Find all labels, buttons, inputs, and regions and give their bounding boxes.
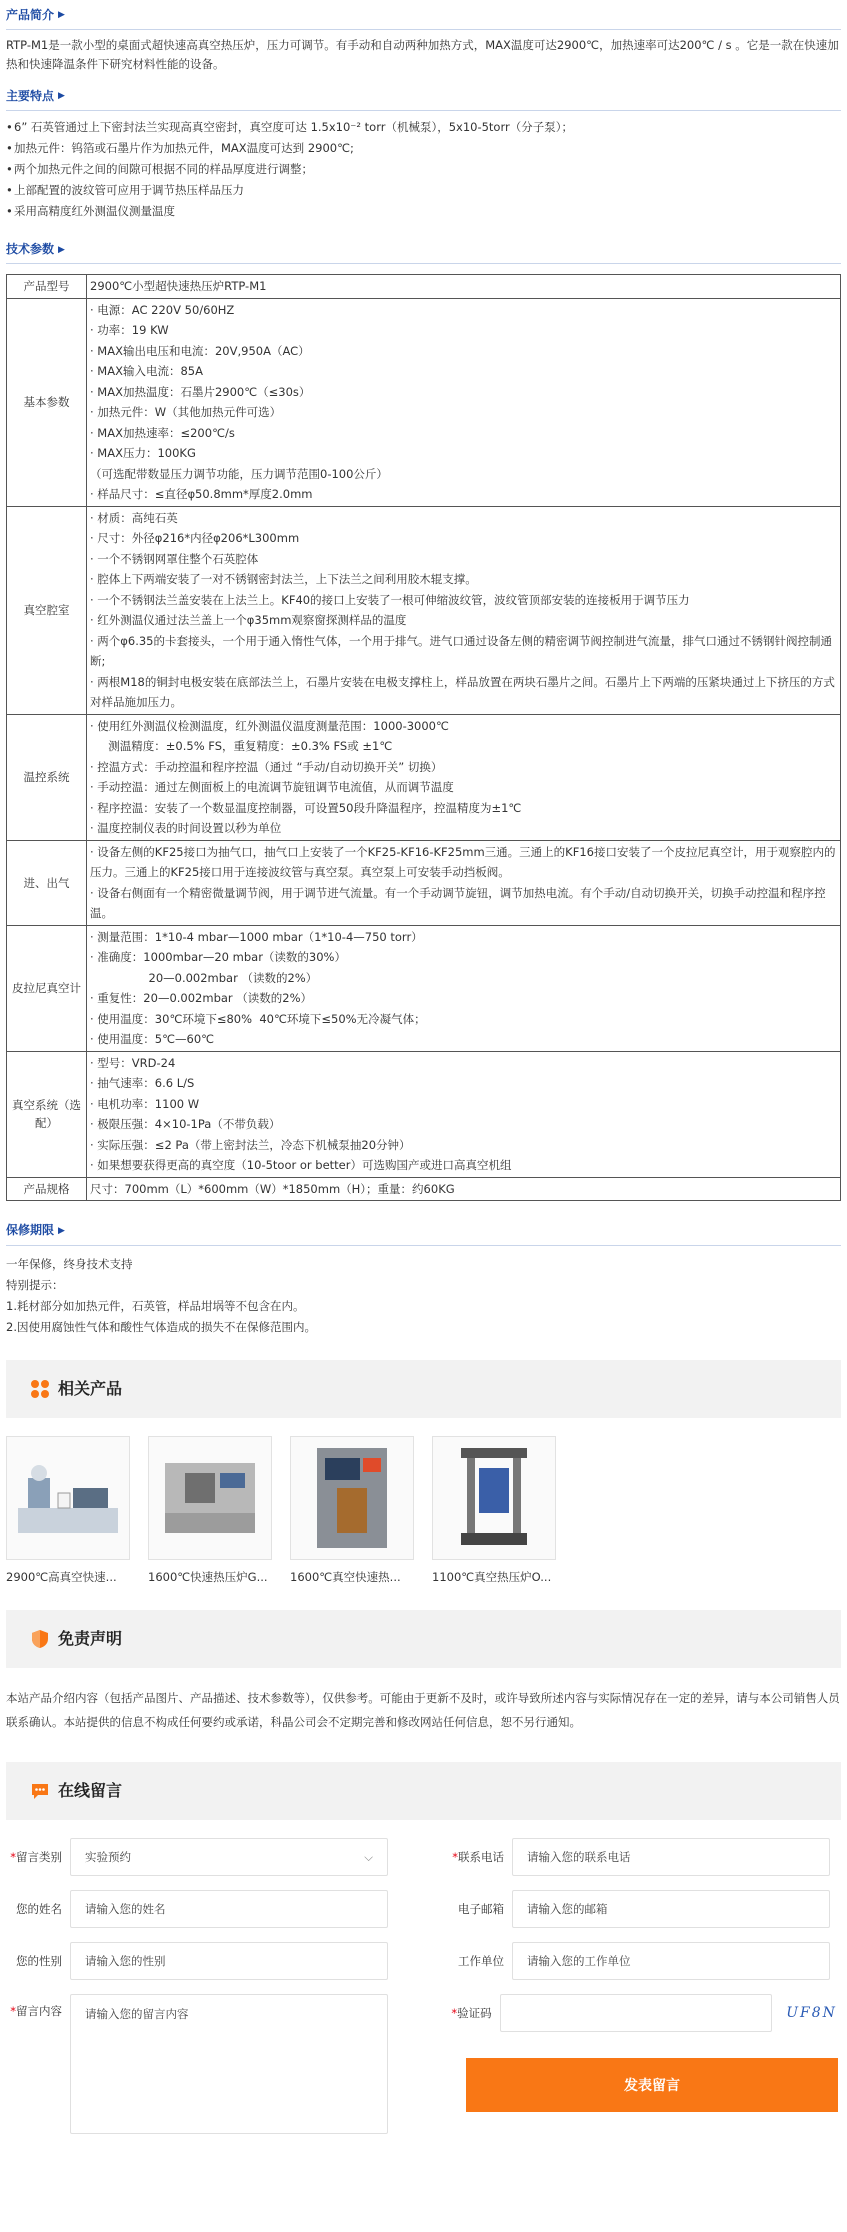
spec-key: 基本参数 [7,298,87,506]
spec-row [7,840,841,925]
spec-line: · 红外测温仪通过法兰盖上一个φ35mm观察窗探测样品的温度 [90,613,407,628]
related-products-list [6,1418,841,1600]
features-list [6,111,841,234]
message-header: 在线留言 [6,1762,841,1820]
spec-line: 2900℃小型超快速热压炉RTP-M1 [90,279,267,294]
phone-input[interactable]: 请输入您的联系电话 [512,1838,830,1876]
spec-line: · 测量范围：1*10-4 mbar—1000 mbar（1*10-4—750 torr） [90,929,423,944]
spec-key: 产品型号 [7,275,87,299]
content-textarea[interactable]: 请输入您的留言内容 [70,1994,388,2134]
spec-key: 进、出气 [7,840,87,925]
spec-key: 真空腔室 [7,506,87,714]
spec-row [7,714,841,840]
spec-value [87,1051,841,1177]
feature-item: • 6” 石英管通过上下密封法兰实现高真空密封，真空度可达 1.5x10⁻² torr（机械泵），5x10-5torr（分子泵）； [6,117,841,138]
message-form [6,1820,841,2148]
warranty-section-title: 保修期限 ▶ [6,1215,841,1245]
spec-row [7,298,841,506]
feature-item: • 上部配置的波纹管可应用于调节热压样品压力 [6,180,841,201]
chevron-down-icon: ⌵ [364,1849,373,1864]
disclaimer-header: 免责声明 [6,1610,841,1668]
product-caption[interactable]: 1600℃快速热压炉G... [148,1569,268,1584]
product-image[interactable] [148,1436,272,1560]
spec-line: 20—0.002mbar （读数的2%） [90,970,318,985]
spec-line: · 程序控温：安装了一个数显温度控制器，可设置50段升降温程序，控温精度为±1℃ [90,800,522,815]
feature-item: • 两个加热元件之间的间隙可根据不同的样品厚度进行调整； [6,159,841,180]
form-row-company: 工作单位 请输入您的工作单位 [426,1942,841,1980]
spec-line: · 温度控制仪表的时间设置以秒为单位 [90,821,282,836]
product-caption[interactable]: 2900℃高真空快速... [6,1569,117,1584]
product-image[interactable] [6,1436,130,1560]
form-row-gender: 您的性别 请输入您的性别 [6,1942,426,1980]
category-select[interactable]: 实验预约 ⌵ [70,1838,388,1876]
spec-line: · 腔体上下两端安装了一对不锈钢密封法兰，上下法兰之间利用胶木辊支撑。 [90,572,477,587]
spec-value [87,925,841,1051]
triangle-right-icon: ▶ [58,244,65,255]
spec-line: · MAX输入电流：85A [90,364,203,379]
spec-value [87,840,841,925]
spec-line: · 使用温度：5℃—60℃ [90,1032,215,1047]
spec-row [7,1177,841,1201]
spec-line: · 两根M18的铜封电极安装在底部法兰上，石墨片安装在电极支撑柱上，样品放置在两块石墨片之间。石墨片上下两端的压紧块通过上下挤压的方式对样品施加压力。 [90,674,835,710]
form-row-category: *留言类别 实验预约 ⌵ [6,1838,426,1876]
intro-section-title: 产品简介 ▶ [6,0,841,30]
spec-key: 皮拉尼真空计 [7,925,87,1051]
spec-value [87,275,841,299]
spec-line: · 抽气速率：6.6 L/S [90,1076,195,1091]
company-input[interactable]: 请输入您的工作单位 [512,1942,830,1980]
related-product[interactable] [6,1436,130,1586]
form-right-column [426,1838,841,2148]
triangle-right-icon: ▶ [58,91,65,102]
spec-key: 温控系统 [7,714,87,840]
spec-line: · MAX输出电压和电流：20V,950A（AC） [90,343,310,358]
triangle-right-icon: ▶ [58,1225,65,1236]
spec-row [7,925,841,1051]
spec-line: · 尺寸：外径φ216*内径φ206*L300mm [90,531,300,546]
feature-item: • 采用高精度红外测温仪测量温度 [6,201,841,222]
spec-value [87,1177,841,1201]
spec-line: 尺寸：700mm（L）*600mm（W）*1850mm（H）；重量：约60KG [90,1181,455,1196]
spec-line: · 样品尺寸：≤直径φ50.8mm*厚度2.0mm [90,487,313,502]
captcha-image[interactable]: UF8N [786,2004,837,2021]
spec-line: · 准确度：1000mbar—20 mbar（读数的30%） [90,950,346,965]
spec-value [87,714,841,840]
spec-line: · 设备左侧的KF25接口为抽气口，抽气口上安装了一个KF25-KF16-KF25mm三通。三通上的KF16接口安装了一个皮拉尼真空计，用于观察腔内的压力。三通上的KF25接口用于连接波纹管与真空泵。真空泵上可安装手动挡板阀。 [90,844,836,880]
product-caption[interactable]: 1600℃真空快速热... [290,1569,401,1584]
spec-line: · MAX加热温度：石墨片2900℃（≤30s） [90,384,311,399]
spec-row [7,1051,841,1177]
product-image[interactable] [432,1436,556,1560]
features-section-title: 主要特点 ▶ [6,81,841,111]
form-row-content: *留言内容 请输入您的留言内容 [6,1994,426,2134]
spec-row [7,506,841,714]
form-row-name: 您的姓名 请输入您的姓名 [6,1890,426,1928]
intro-text: RTP-M1是一款小型的桌面式超快速高真空热压炉，压力可调节。有手动和自动两种加热方式，MAX温度可达2900℃，加热速率可达200℃ / s 。它是一款在快速加热和快速降温条件下研究材料性能的设备。 [6,38,839,71]
spec-line: · 电源：AC 220V 50/60HZ [90,302,235,317]
name-input[interactable]: 请输入您的姓名 [70,1890,388,1928]
spec-line: 测温精度：±0.5% FS，重复精度：±0.3% FS或 ±1℃ [90,739,393,754]
related-product[interactable] [148,1436,272,1586]
grid-icon [30,1379,50,1399]
spec-value [87,506,841,714]
spec-key: 产品规格 [7,1177,87,1201]
spec-row [7,275,841,299]
spec-key: 真空系统（选配） [7,1051,87,1177]
product-caption[interactable]: 1100℃真空热压炉O... [432,1569,552,1584]
form-row-email: 电子邮箱 请输入您的邮箱 [426,1890,841,1928]
shield-icon [30,1629,50,1649]
feature-item: • 加热元件：钨箔或石墨片作为加热元件，MAX温度可达到 2900℃; [6,138,841,159]
spec-line: · 一个不锈钢法兰盖安装在上法兰上。KF40的接口上安装了一根可伸缩波纹管，波纹管顶部安装的连接板用于调节压力 [90,592,690,607]
related-products-header: 相关产品 [6,1360,841,1418]
spec-line: · 功率：19 KW [90,323,169,338]
spec-line: · 加热元件：W（其他加热元件可选） [90,405,282,420]
product-image[interactable] [290,1436,414,1560]
form-row-phone: *联系电话 请输入您的联系电话 [426,1838,841,1876]
spec-line: · MAX加热速率：≤200℃/s [90,425,235,440]
related-product[interactable] [290,1436,414,1586]
form-left-column [6,1838,426,2148]
spec-line: · 型号：VRD-24 [90,1055,176,1070]
form-row-captcha: *验证码 UF8N [426,1994,841,2032]
submit-button[interactable]: 发表留言 [466,2058,838,2112]
triangle-right-icon: ▶ [58,10,65,21]
disclaimer-text: 本站产品介绍内容（包括产品图片、产品描述、技术参数等），仅供参考。可能由于更新不及时，或许导致所述内容与实际情况存在一定的差异，请与本公司销售人员联系确认。本站提供的信息不构成任何要约或承诺，科晶公司会不定期完善和修改网站任何信息，恕不另行通知。 [6,1690,840,1729]
chat-bubble-icon [30,1781,50,1801]
spec-line: （可选配带数显压力调节功能，压力调节范围0-100公斤） [90,466,388,481]
spec-line: · 两个φ6.35的卡套接头，一个用于通入惰性气体，一个用于排气。进气口通过设备左侧的精密调节阀控制进气流量，排气口通过不锈钢针阀控制通断; [90,633,832,669]
spec-line: · 控温方式：手动控温和程序控温（通过 “手动/自动切换开关” 切换） [90,759,443,774]
gender-input[interactable]: 请输入您的性别 [70,1942,388,1980]
specs-section-title: 技术参数 ▶ [6,234,841,264]
spec-line: · 使用红外测温仪检测温度，红外测温仪温度测量范围：1000-3000℃ [90,718,449,733]
spec-table [6,274,841,1201]
spec-line: · MAX压力：100KG [90,446,196,461]
email-input[interactable]: 请输入您的邮箱 [512,1890,830,1928]
spec-value [87,298,841,506]
warranty-text: 一年保修，终身技术支持 特别提示： 1.耗材部分如加热元件，石英管，样品坩埚等不包含在内。 2.因使用腐蚀性气体和酸性气体造成的损失不在保修范围内。 [6,1256,316,1334]
spec-line: · 电机功率：1100 W [90,1096,200,1111]
spec-line: · 使用温度：30℃环境下≤80% 40℃环境下≤50%无冷凝气体； [90,1011,426,1026]
spec-line: · 设备右侧面有一个精密微量调节阀，用于调节进气流量。有一个手动调节旋钮，调节加热电流。有个手动/自动切换开关，切换手动控温和程序控温。 [90,885,826,921]
related-product[interactable] [432,1436,556,1586]
spec-line: · 重复性：20—0.002mbar （读数的2%） [90,991,313,1006]
spec-line: · 极限压强：4×10-1Pa（不带负载） [90,1117,281,1132]
spec-line: · 一个不锈钢网罩住整个石英腔体 [90,551,259,566]
spec-line: · 手动控温：通过左侧面板上的电流调节旋钮调节电流值，从而调节温度 [90,780,454,795]
spec-line: · 材质：高纯石英 [90,510,178,525]
captcha-input[interactable] [500,1994,772,2032]
spec-line: · 如果想要获得更高的真空度（10-5toor or better）可选购国产或进口高真空机组 [90,1158,512,1173]
spec-line: · 实际压强：≤2 Pa（带上密封法兰，冷态下机械泵抽20分钟） [90,1137,411,1152]
